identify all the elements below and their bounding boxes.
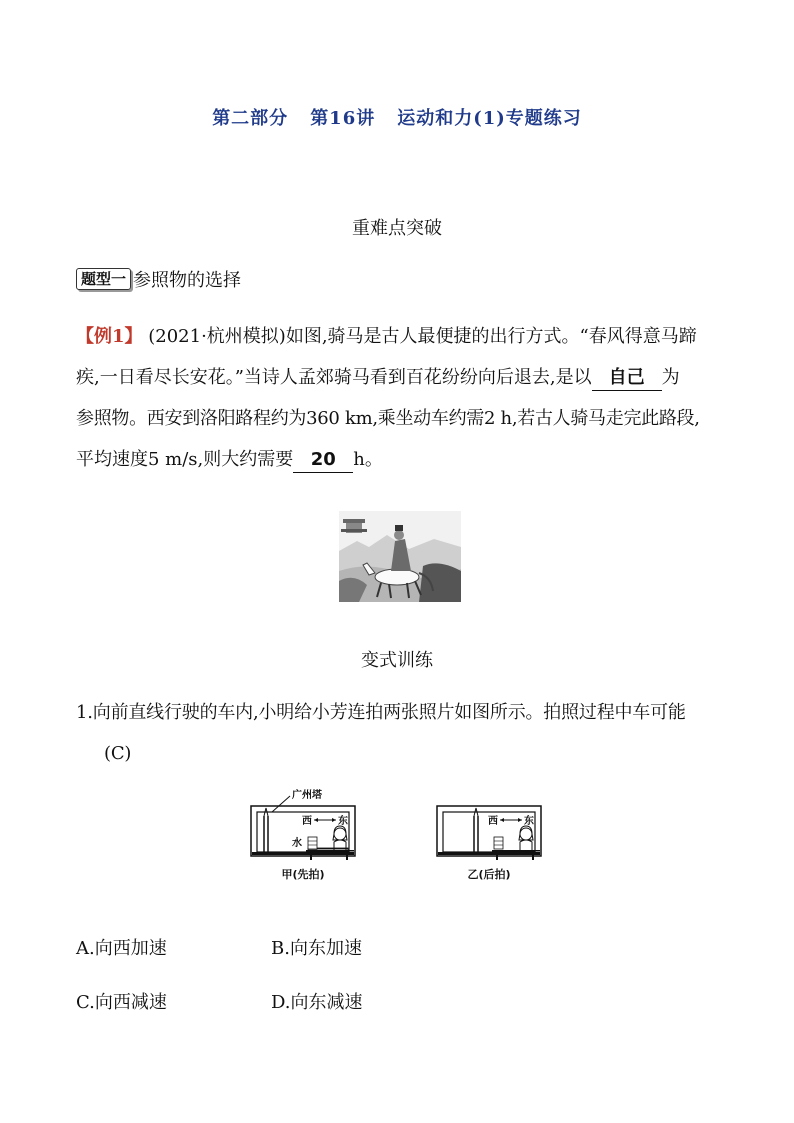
question-type-badge: 题型一 bbox=[76, 268, 131, 290]
question-1-text: 1.向前直线行驶的车内,小明给小芳连拍两张照片如图所示。拍照过程中车可能 bbox=[76, 702, 686, 723]
car-photo-b bbox=[436, 788, 552, 862]
figure-photo-b bbox=[436, 788, 552, 882]
question-1-answer: (C) bbox=[104, 743, 132, 764]
direction-east-label-b: 东 bbox=[524, 816, 534, 827]
horse-rider-illustration bbox=[339, 511, 461, 602]
title-part: 第二部分 bbox=[212, 108, 289, 129]
answer-blank-2: 20 bbox=[293, 448, 353, 473]
example-1-line-4: 平均速度5 m/s,则大约需要 20 h。 bbox=[76, 439, 722, 480]
tower-label: 广州塔 bbox=[292, 790, 322, 801]
option-a: A.向西加速 bbox=[76, 938, 167, 959]
option-d: D.向东减速 bbox=[271, 992, 363, 1013]
example-1-line-3: 参照物。西安到洛阳路程约为360 km,乘坐动车约需2 h,若古人骑马走完此路段, bbox=[76, 408, 700, 429]
section-heading-key-points: 重难点突破 bbox=[352, 218, 442, 239]
example-1-line-2: 疾,一日看尽长安花。”当诗人孟郊骑马看到百花纷纷向后退去,是以 自己 为 bbox=[76, 357, 722, 398]
example-1 bbox=[76, 316, 722, 480]
car-photo-a bbox=[250, 788, 366, 862]
example-tag: 【例1】 bbox=[76, 326, 143, 347]
direction-west-label-b: 西 bbox=[488, 816, 498, 827]
option-c: C.向西减速 bbox=[76, 992, 167, 1013]
question-type-row bbox=[76, 266, 241, 292]
figure-caption-b: 乙(后拍) bbox=[467, 868, 511, 881]
figure-photo-a bbox=[250, 788, 366, 882]
option-b: B.向东加速 bbox=[271, 938, 362, 959]
water-label: 水 bbox=[292, 838, 302, 849]
example-1-line-1: 【例1】 (2021·杭州模拟)如图,骑马是古人最便捷的出行方式。“春风得意马蹄 bbox=[76, 326, 697, 347]
direction-west-label-a: 西 bbox=[302, 816, 312, 827]
title-lecture: 第16讲 bbox=[310, 108, 376, 129]
question-1 bbox=[76, 692, 722, 774]
section-heading-variant-practice: 变式训练 bbox=[361, 650, 433, 671]
direction-east-label-a: 东 bbox=[338, 816, 348, 827]
page-title bbox=[0, 104, 794, 130]
answer-blank-1: 自己 bbox=[592, 366, 662, 391]
title-topic: 运动和力(1)专题练习 bbox=[397, 108, 582, 129]
question-type-title: 参照物的选择 bbox=[133, 270, 242, 291]
figure-caption-a: 甲(先拍) bbox=[281, 868, 325, 881]
